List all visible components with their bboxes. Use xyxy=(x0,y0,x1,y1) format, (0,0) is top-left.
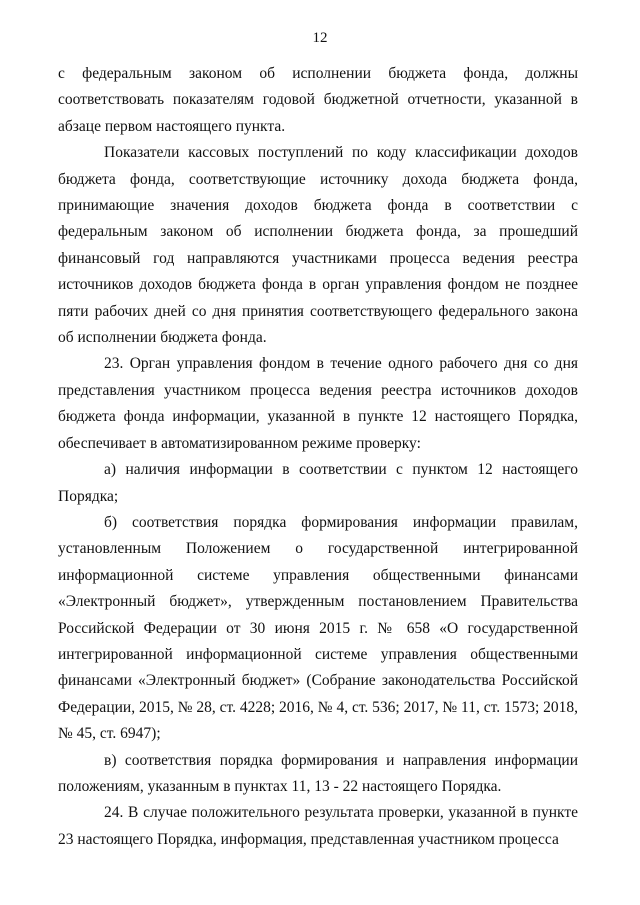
paragraph-clause-23: 23. Орган управления фондом в течение одного рабочего дня со дня представления участником процесса ведения реестра источников доходов бюджета фонда информации, указанной в пункте 12 настоящего Порядка, обеспечивает в автоматизированном режиме проверку: xyxy=(58,355,578,452)
document-body xyxy=(58,61,578,853)
paragraph-clause-23-b: б) соответствия порядка формирования информации правилам, установленным Положением о государственной интегрированной информационной системе управления общественными финансами «Электронный бюджет», утвержденным постановлением Правительства Российской Федерации от 30 июня 2015 г. № 658 «О государственной интегрированной информационной системе управления общественными финансами «Электронный бюджет» (Собрание законодательства Российской Федерации, 2015, № 28, ст. 4228; 2016, № 4, ст. 536; 2017, № 11, ст. 1573; 2018, № 45, ст. 6947); xyxy=(58,513,578,743)
paragraph-clause-24: 24. В случае положительного результата проверки, указанной в пункте 23 настоящего Порядка, информация, представленная участником процесса xyxy=(58,804,578,848)
paragraph-continuation: с федеральным законом об исполнении бюджета фонда, должны соответствовать показателям годовой бюджетной отчетности, указанной в абзаце первом настоящего пункта. xyxy=(58,65,578,135)
paragraph-cash-receipts: Показатели кассовых поступлений по коду классификации доходов бюджета фонда, соответствующие источнику дохода бюджета фонда, принимающие значения доходов бюджета фонда в соответствии с федеральным законом об исполнении бюджета фонда, за прошедший финансовый год направляются участниками процесса ведения реестра источников доходов бюджета фонда в орган управления фондом не позднее пяти рабочих дней со дня принятия соответствующего федерального закона об исполнении бюджета фонда. xyxy=(58,144,578,347)
paragraph-clause-23-v: в) соответствия порядка формирования и направления информации положениям, указанным в пунктах 11, 13 - 22 настоящего Порядка. xyxy=(58,751,578,795)
paragraph-clause-23-a: а) наличия информации в соответствии с пунктом 12 настоящего Порядка; xyxy=(58,461,578,505)
page-number: 12 xyxy=(312,30,328,46)
